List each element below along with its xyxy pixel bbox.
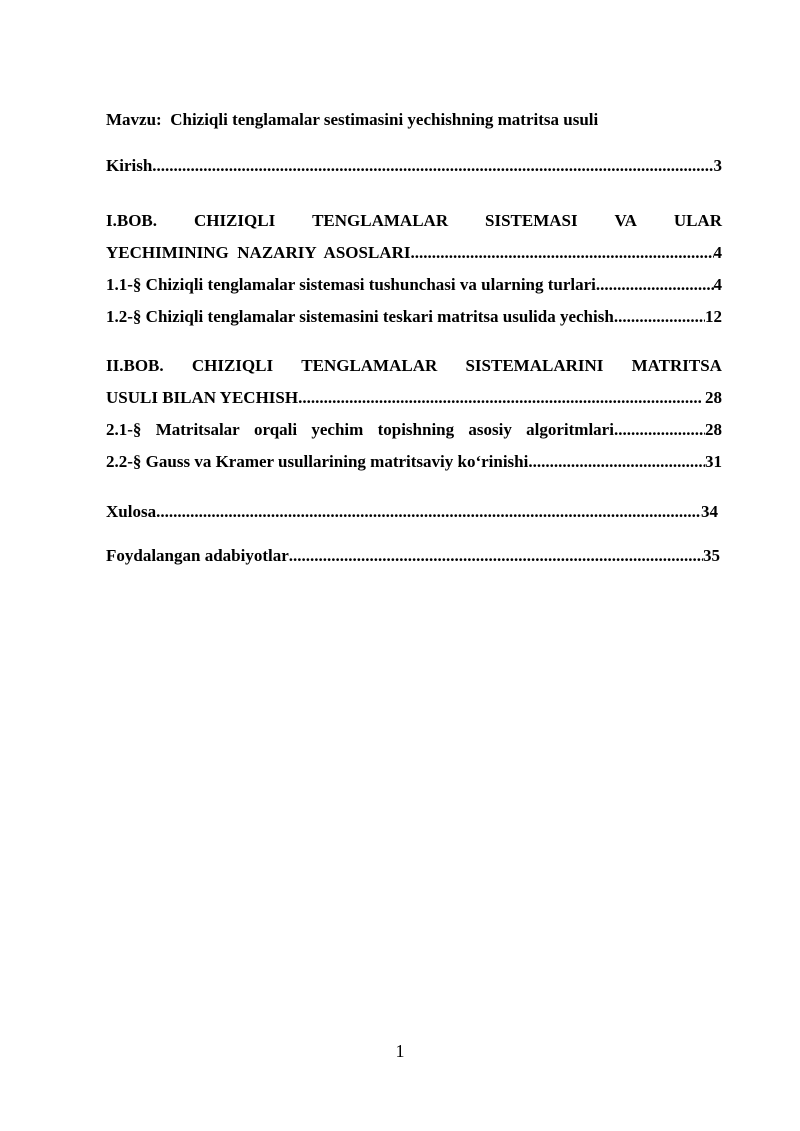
- toc-entry-title: Foydalangan adabiyotlar: [106, 546, 289, 565]
- toc-entry-title: Xulosa: [106, 502, 157, 521]
- toc-chapter1-heading-line1: [106, 209, 722, 233]
- toc-entry-page: 28: [705, 420, 722, 439]
- toc-leader-dots: [289, 544, 703, 568]
- toc-entry-page: 3: [713, 156, 722, 175]
- title-word: topishning: [377, 420, 455, 439]
- heading-word: TENGLAMALAR: [312, 211, 449, 230]
- toc-entry-section-2-2: [106, 450, 722, 474]
- title-word: 2.1-§: [106, 420, 142, 439]
- toc-entry-page: 12: [705, 307, 722, 326]
- toc-entry-title: USULI BILAN YECHISH: [106, 388, 299, 407]
- topic-title: Mavzu: Chiziqli tenglamalar sestimasini yechishning matritsa usuli: [106, 110, 599, 129]
- toc-entry-section-2-1: [106, 418, 722, 442]
- toc-entry-page: 35: [703, 546, 720, 565]
- toc-entry-page: 31: [705, 452, 722, 471]
- toc-leader-dots: [156, 500, 701, 524]
- title-word: algoritmlari: [526, 420, 614, 439]
- title-word: yechim: [311, 420, 364, 439]
- toc-entry-section-1-2: [106, 305, 722, 329]
- heading-word: TENGLAMALAR: [301, 356, 438, 375]
- title-word: orqali: [253, 420, 298, 439]
- toc-entry-title: [106, 418, 614, 442]
- toc-leader-dots: [528, 450, 705, 474]
- toc-entry-references: [106, 544, 720, 568]
- toc-entry-title: Kirish: [106, 156, 153, 175]
- toc-entry-title: 1.1-§ Chiziqli tenglamalar sistemasi tushunchasi va ularning turlari: [106, 275, 596, 294]
- title-word: asosiy: [468, 420, 512, 439]
- heading-word: SISTEMASI: [485, 211, 578, 230]
- toc-entry-page: 28: [700, 388, 722, 407]
- toc-entry-page: 4: [713, 243, 722, 262]
- heading-word: CHIZIQLI: [191, 356, 274, 375]
- toc-entry-kirish: [106, 154, 722, 178]
- toc-leader-dots: [596, 273, 714, 297]
- heading-word: II.BOB.: [106, 356, 164, 375]
- toc-entry-page: 4: [713, 275, 722, 294]
- heading-word: VA: [614, 211, 637, 230]
- toc-entry-title: 2.2-§ Gauss va Kramer usullarining matritsaviy ko‘rinishi: [106, 452, 529, 471]
- toc-leader-dots: [152, 154, 713, 178]
- toc-leader-dots: [614, 418, 705, 442]
- toc-leader-dots: [410, 241, 713, 265]
- toc-entry-chapter2: [106, 386, 722, 410]
- toc-chapter2-heading-line1: [106, 354, 722, 378]
- toc-entry-page: 34: [701, 502, 718, 521]
- toc-leader-dots: [298, 386, 701, 410]
- table-of-contents: [106, 108, 722, 568]
- toc-entry-title: YECHIMINING NAZARIY ASOSLARI: [106, 243, 411, 262]
- page-number: 1: [395, 1041, 405, 1061]
- toc-entry-chapter1: [106, 241, 722, 265]
- toc-entry-section-1-1: [106, 273, 722, 297]
- title-word: Matritsalar: [155, 420, 240, 439]
- heading-word: I.BOB.: [106, 211, 158, 230]
- heading-word: MATRITSA: [631, 356, 722, 375]
- heading-word: ULAR: [673, 211, 722, 230]
- toc-entry-title: 1.2-§ Chiziqli tenglamalar sistemasini teskari matritsa usulida yechish: [106, 307, 614, 326]
- toc-leader-dots: [614, 305, 705, 329]
- heading-word: CHIZIQLI: [193, 211, 276, 230]
- heading-word: SISTEMALARINI: [465, 356, 604, 375]
- toc-entry-xulosa: [106, 500, 718, 524]
